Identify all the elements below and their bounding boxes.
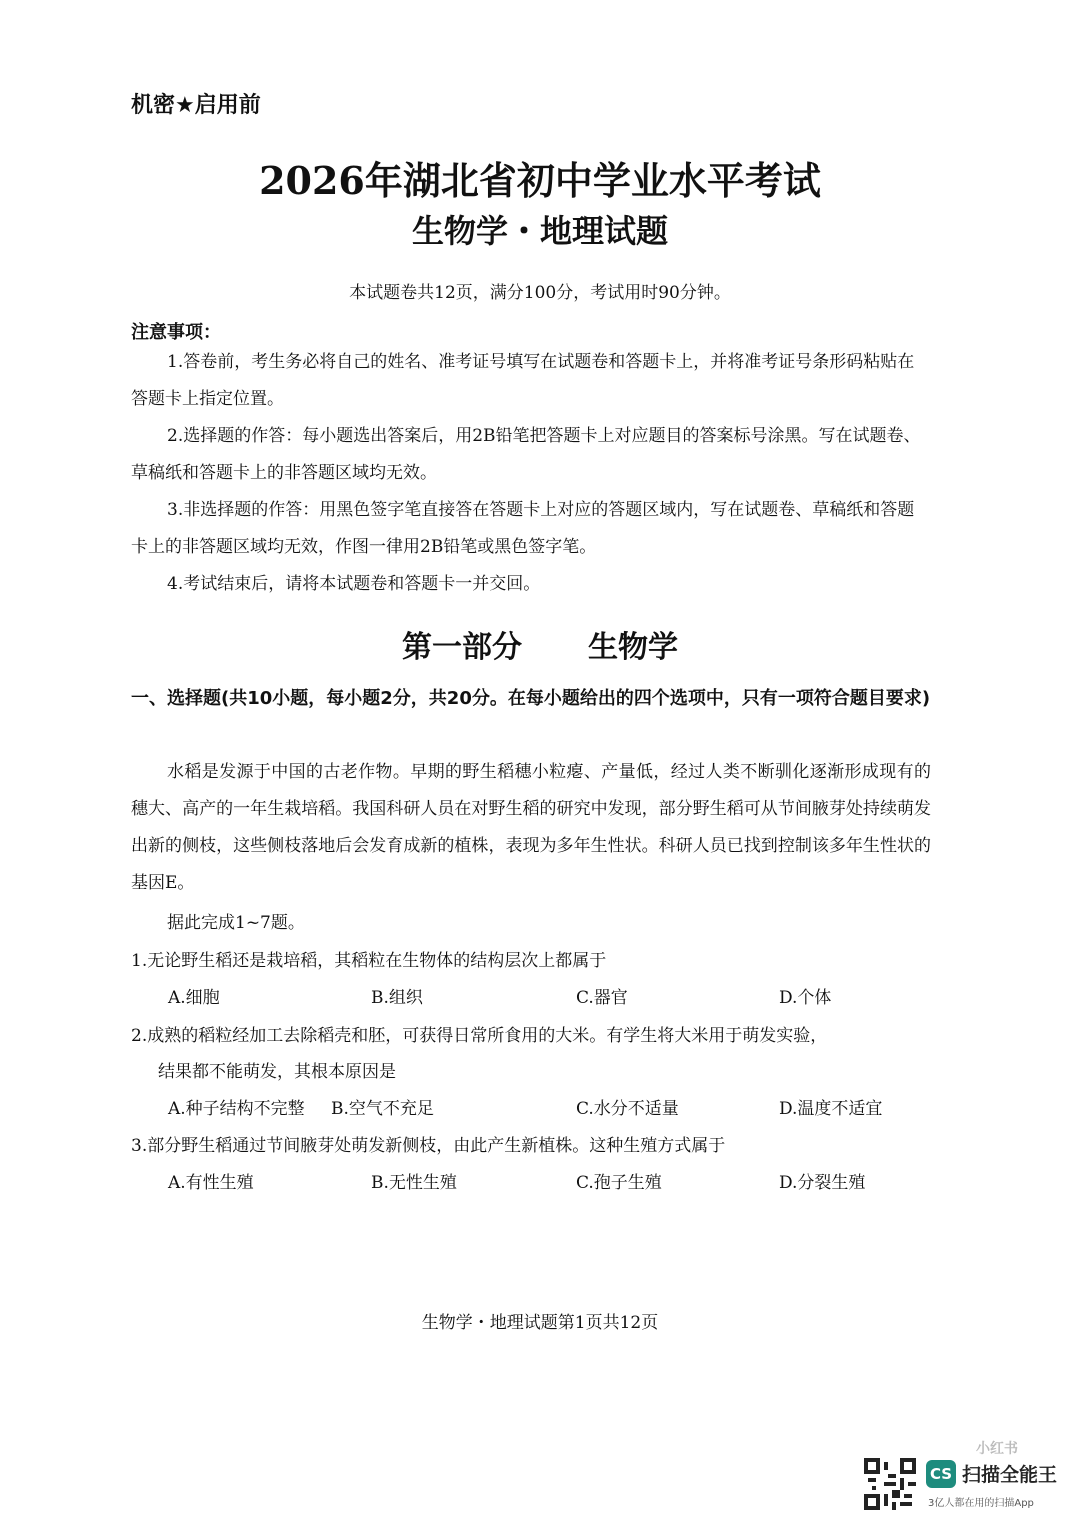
notice-item-4: 4.考试结束后，请将本试题卷和答题卡一并交回。	[167, 574, 541, 594]
camscanner-logo-icon: CS	[926, 1460, 956, 1488]
q3-option-c: C.孢子生殖	[576, 1173, 662, 1193]
watermark-text: 小红书	[976, 1441, 1018, 1457]
confidential-label: 机密★启用前	[131, 93, 261, 118]
question-2-stem: 2.成熟的稻粒经加工去除稻壳和胚，可获得日常所食用的大米。有学生将大米用于萌发实验，	[131, 1026, 828, 1046]
part-heading	[0, 622, 1080, 666]
scanner-tagline: 3亿人都在用的扫描App	[928, 1498, 1034, 1509]
question-1-stem: 1.无论野生稻还是栽培稻，其稻粒在生物体的结构层次上都属于	[131, 951, 607, 971]
notice-title: 注意事项：	[131, 322, 221, 343]
question-3-stem: 3.部分野生稻通过节间腋芽处萌发新侧枝，由此产生新植株。这种生殖方式属于	[131, 1136, 726, 1156]
q1-option-a: A.细胞	[168, 988, 220, 1008]
part-name: 生物学	[588, 630, 678, 665]
q1-option-c: C.器官	[576, 988, 628, 1008]
q2-option-c: C.水分不适量	[576, 1099, 679, 1119]
q2-option-b: B.空气不充足	[331, 1099, 434, 1119]
section-heading: 一、选择题(共10小题，每小题2分，共20分。在每小题给出的四个选项中，只有一项符合题目要求)	[131, 688, 931, 709]
part-label: 第一部分	[402, 630, 522, 665]
q2-option-a: A.种子结构不完整	[168, 1099, 305, 1119]
q3-option-d: D.分裂生殖	[779, 1173, 866, 1193]
notice-item-3: 3.非选择题的作答：用黑色签字笔直接答在答题卡上对应的答题区域内，写在试题卷、草稿纸和答题卡上的非答题区域均无效，作图一律用2B铅笔或黑色签字笔。	[131, 500, 915, 557]
exam-subtitle: 生物学・地理试题	[411, 212, 668, 250]
notice-item-1: 1.答卷前，考生务必将自己的姓名、准考证号填写在试题卷和答题卡上，并将准考证号条形码粘贴在答题卡上指定位置。	[131, 352, 915, 409]
scanner-app-name: 扫描全能王	[962, 1464, 1058, 1486]
exam-info: 本试题卷共12页，满分100分，考试用时90分钟。	[349, 283, 731, 303]
question-2-stem-cont: 结果都不能萌发，其根本原因是	[158, 1062, 396, 1082]
q3-option-a: A.有性生殖	[168, 1173, 254, 1193]
reading-passage: 水稻是发源于中国的古老作物。早期的野生稻穗小粒瘪、产量低，经过人类不断驯化逐渐形成现有的穗大、高产的一年生栽培稻。我国科研人员在对野生稻的研究中发现，部分野生稻可从节间腋芽处持续萌发出新的侧枝，这些侧枝落地后会发育成新的植株，表现为多年生性状。科研人员已找到控制该多年生性状的基因E。	[131, 762, 931, 893]
q2-option-d: D.温度不适宜	[779, 1099, 883, 1119]
notice-list	[131, 344, 931, 603]
page-footer: 生物学・地理试题第1页共12页	[421, 1313, 659, 1333]
q1-option-d: D.个体	[779, 988, 832, 1008]
instruction: 据此完成1~7题。	[167, 913, 305, 933]
notice-item-2: 2.选择题的作答：每小题选出答案后，用2B铅笔把答题卡上对应题目的答案标号涂黑。写在试题卷、草稿纸和答题卡上的非答题区域均无效。	[131, 426, 921, 483]
q3-option-b: B.无性生殖	[371, 1173, 457, 1193]
exam-title: 2026年湖北省初中学业水平考试	[259, 158, 821, 203]
qr-code-icon	[864, 1458, 916, 1510]
q1-option-b: B.组织	[371, 988, 423, 1008]
